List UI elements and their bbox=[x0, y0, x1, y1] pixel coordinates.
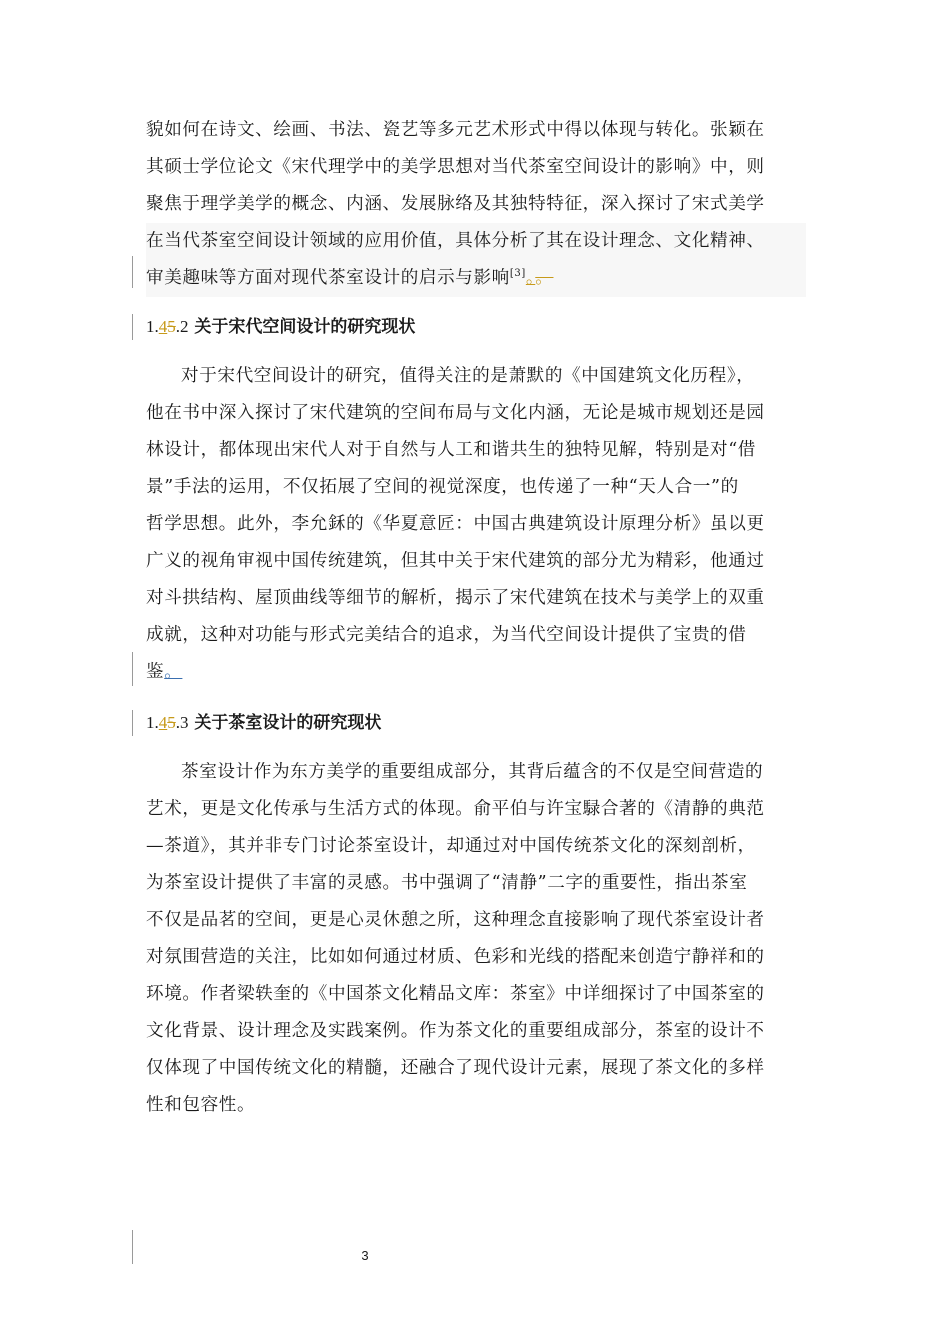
change-bar bbox=[132, 256, 133, 288]
paragraph-line: —茶道》，其并非专门讨论茶室设计，却通过对中国传统茶文化的深刻剖析， bbox=[146, 836, 756, 856]
paragraph-line: 仅体现了中国传统文化的精髓，还融合了现代设计元素，展现了茶文化的多样 bbox=[146, 1058, 765, 1078]
paragraph-line: 广义的视角审视中国传统建筑，但其中关于宋代建筑的部分尤为精彩，他通过 bbox=[146, 551, 765, 571]
paragraph-song-space-design bbox=[146, 358, 806, 691]
section-number-suffix: .2 bbox=[175, 317, 189, 336]
paragraph-tea-room-design bbox=[146, 754, 806, 1124]
tracked-insertion[interactable]: 。 bbox=[525, 268, 536, 288]
intro-line: 其硕士学位论文《宋代理学中的美学思想对当代茶室空间设计的影响》中，则 bbox=[146, 157, 765, 177]
section-heading-2 bbox=[146, 314, 415, 340]
section-title: 关于茶室设计的研究现状 bbox=[194, 713, 382, 733]
intro-line: 貌如何在诗文、绘画、书法、瓷艺等多元艺术形式中得以体现与转化。张颖在 bbox=[146, 120, 765, 140]
intro-line: 在当代茶室空间设计领域的应用价值，具体分析了其在设计理念、文化精神、 bbox=[146, 223, 806, 260]
paragraph-line: 不仅是品茗的空间，更是心灵休憩之所，这种理念直接影响了现代茶室设计者 bbox=[146, 910, 765, 930]
section-heading-3 bbox=[146, 710, 381, 736]
paragraph-line: 他在书中深入探讨了宋代建筑的空间布局与文化内涵，无论是城市规划还是园 bbox=[146, 403, 765, 423]
paragraph-last-text: 鉴 bbox=[146, 662, 165, 682]
paragraph-line: 林设计，都体现出宋代人对于自然与人工和谐共生的独特见解，特别是对“借 bbox=[146, 440, 756, 460]
citation-reference[interactable]: [3] bbox=[509, 268, 526, 280]
tracked-insertion[interactable]: 4 bbox=[158, 317, 168, 336]
intro-line: 聚焦于理学美学的概念、内涵、发展脉络及其独特特征，深入探讨了宋式美学 bbox=[146, 194, 765, 214]
section-number-prefix: 1. bbox=[146, 317, 159, 336]
tracked-deletion[interactable]: 。 bbox=[535, 268, 554, 288]
paragraph-line: 对于宋代空间设计的研究，值得关注的是萧默的《中国建筑文化历程》， bbox=[181, 366, 755, 386]
paragraph-line: 对斗拱结构、屋顶曲线等细节的解析，揭示了宋代建筑在技术与美学上的双重 bbox=[146, 588, 765, 608]
paragraph-line: 文化背景、设计理念及实践案例。作为茶文化的重要组成部分，茶室的设计不 bbox=[146, 1021, 765, 1041]
intro-last-line bbox=[146, 260, 806, 297]
change-bar bbox=[132, 1230, 133, 1264]
paragraph-line: 茶室设计作为东方美学的重要组成部分，其背后蕴含的不仅是空间营造的 bbox=[181, 762, 764, 782]
tracked-insertion[interactable]: 。 bbox=[164, 662, 183, 682]
paragraph-line: 哲学思想。此外，李允鉌的《华夏意匠：中国古典建筑设计原理分析》虽以更 bbox=[146, 514, 765, 534]
intro-last-text: 审美趣味等方面对现代茶室设计的启示与影响 bbox=[146, 268, 510, 288]
paragraph-line: 环境。作者梁轶奎的《中国茶文化精品文库：茶室》中详细探讨了中国茶室的 bbox=[146, 984, 765, 1004]
change-bar bbox=[132, 652, 133, 686]
change-bar bbox=[132, 314, 133, 340]
tracked-deletion[interactable]: 5 bbox=[167, 317, 176, 336]
paragraph-line: 成就，这种对功能与形式完美结合的追求，为当代空间设计提供了宝贵的借 bbox=[146, 625, 747, 645]
section-number-suffix: .3 bbox=[175, 713, 189, 732]
tracked-insertion[interactable]: 4 bbox=[158, 713, 168, 732]
section-number-prefix: 1. bbox=[146, 713, 159, 732]
paragraph-line: 性和包容性。 bbox=[146, 1095, 256, 1115]
section-title: 关于宋代空间设计的研究现状 bbox=[194, 317, 416, 337]
paragraph-last-line bbox=[146, 654, 806, 691]
paragraph-line: 艺术，更是文化传承与生活方式的体现。俞平伯与许宝騄合著的《清静的典范 bbox=[146, 799, 765, 819]
paragraph-line: 为茶室设计提供了丰富的灵感。书中强调了“清静”二字的重要性，指出茶室 bbox=[146, 873, 748, 893]
change-bar bbox=[132, 710, 133, 736]
paragraph-line: 对氛围营造的关注，比如如何通过材质、色彩和光线的搭配来创造宁静祥和的 bbox=[146, 947, 765, 967]
paragraph-line: 景”手法的运用，不仅拓展了空间的视觉深度，也传递了一种“天人合一”的 bbox=[146, 477, 739, 497]
tracked-deletion[interactable]: 5 bbox=[167, 713, 176, 732]
intro-paragraph bbox=[146, 112, 806, 297]
page-number: 3 bbox=[361, 1248, 369, 1263]
